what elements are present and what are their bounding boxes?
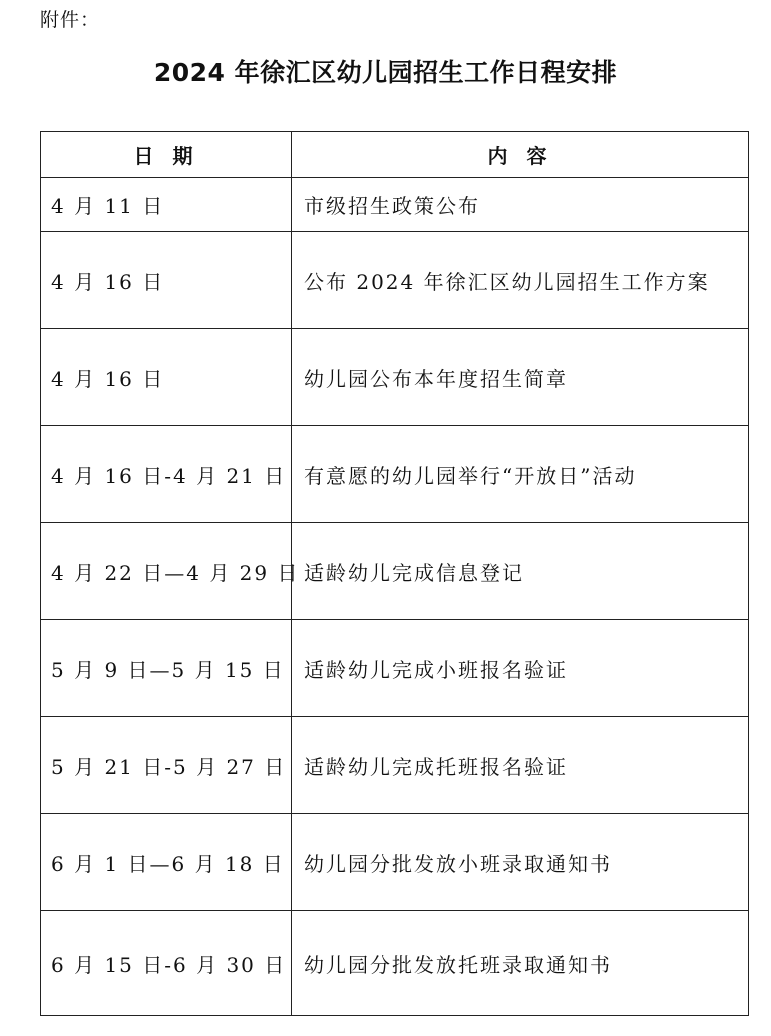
document-title: 2024 年徐汇区幼儿园招生工作日程安排 <box>153 58 618 87</box>
table-row <box>41 329 749 426</box>
content-cell: 适龄幼儿完成托班报名验证 <box>292 717 749 814</box>
table-header-row <box>41 132 749 178</box>
date-cell: 4 月 22 日—4 月 29 日 <box>41 523 292 620</box>
content-cell: 市级招生政策公布 <box>292 178 749 232</box>
table-row <box>41 523 749 620</box>
content-cell: 幼儿园分批发放托班录取通知书 <box>292 911 749 1016</box>
table-row <box>41 814 749 911</box>
table-row <box>41 911 749 1016</box>
date-cell: 6 月 15 日-6 月 30 日 <box>41 911 292 1016</box>
date-cell: 6 月 1 日—6 月 18 日 <box>41 814 292 911</box>
content-cell: 幼儿园公布本年度招生简章 <box>292 329 749 426</box>
date-cell: 4 月 16 日 <box>41 329 292 426</box>
content-cell: 幼儿园分批发放小班录取通知书 <box>292 814 749 911</box>
content-cell: 公布 2024 年徐汇区幼儿园招生工作方案 <box>292 232 749 329</box>
date-cell: 4 月 16 日-4 月 21 日 <box>41 426 292 523</box>
date-cell: 4 月 11 日 <box>41 178 292 232</box>
table-row <box>41 426 749 523</box>
schedule-table <box>40 131 749 1016</box>
content-cell: 适龄幼儿完成信息登记 <box>292 523 749 620</box>
table-row <box>41 178 749 232</box>
table-row <box>41 717 749 814</box>
content-cell: 适龄幼儿完成小班报名验证 <box>292 620 749 717</box>
table-row <box>41 232 749 329</box>
table-row <box>41 620 749 717</box>
date-cell: 4 月 16 日 <box>41 232 292 329</box>
date-column-header: 日 期 <box>41 132 292 178</box>
date-cell: 5 月 21 日-5 月 27 日 <box>41 717 292 814</box>
content-cell: 有意愿的幼儿园举行“开放日”活动 <box>292 426 749 523</box>
content-column-header: 内 容 <box>292 132 749 178</box>
attachment-label: 附件： <box>40 9 101 31</box>
date-cell: 5 月 9 日—5 月 15 日 <box>41 620 292 717</box>
